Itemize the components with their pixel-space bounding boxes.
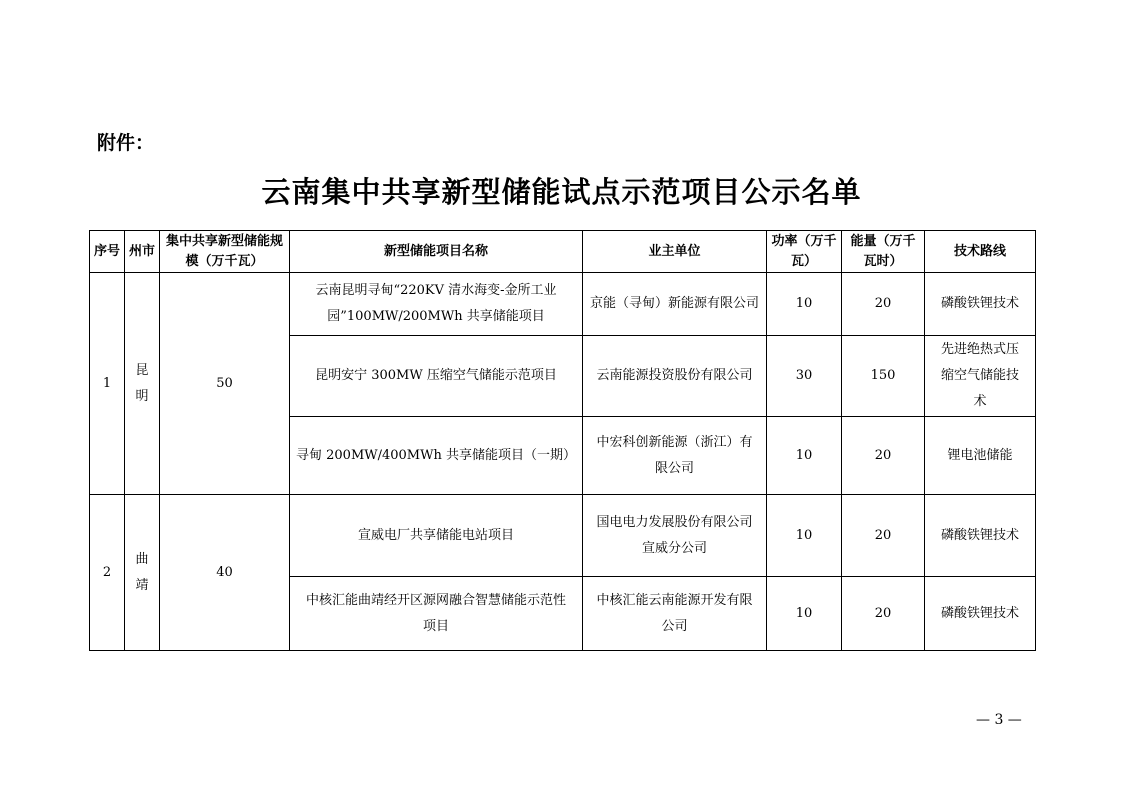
header-seq: 序号	[90, 231, 125, 273]
owner-cell: 中宏科创新能源（浙江）有限公司	[583, 417, 767, 495]
power-cell: 30	[767, 336, 842, 417]
seq-cell: 1	[90, 273, 125, 495]
energy-cell: 20	[842, 577, 925, 651]
power-cell: 10	[767, 417, 842, 495]
seq-cell: 2	[90, 495, 125, 651]
tech-cell: 磷酸铁锂技术	[925, 495, 1036, 577]
power-cell: 10	[767, 577, 842, 651]
energy-cell: 20	[842, 495, 925, 577]
project-table	[89, 230, 1036, 651]
attachment-label: 附件：	[97, 132, 155, 154]
tech-cell: 锂电池储能	[925, 417, 1036, 495]
project-cell: 中核汇能曲靖经开区源网融合智慧储能示范性项目	[290, 577, 583, 651]
table-row	[90, 273, 1036, 336]
city-cell: 曲靖	[125, 495, 160, 651]
energy-cell: 20	[842, 417, 925, 495]
power-cell: 10	[767, 273, 842, 336]
owner-cell: 京能（寻甸）新能源有限公司	[583, 273, 767, 336]
header-project: 新型储能项目名称	[290, 231, 583, 273]
owner-cell: 国电电力发展股份有限公司宣威分公司	[583, 495, 767, 577]
owner-cell: 中核汇能云南能源开发有限公司	[583, 577, 767, 651]
project-cell: 昆明安宁 300MW 压缩空气储能示范项目	[290, 336, 583, 417]
city-cell: 昆明	[125, 273, 160, 495]
energy-cell: 150	[842, 336, 925, 417]
project-cell: 云南昆明寻甸“220KV 清水海变-金所工业园”100MW/200MWh 共享储能项目	[290, 273, 583, 336]
tech-cell: 磷酸铁锂技术	[925, 273, 1036, 336]
tech-cell: 磷酸铁锂技术	[925, 577, 1036, 651]
document-title: 云南集中共享新型储能试点示范项目公示名单	[261, 175, 862, 209]
table-header-row	[90, 231, 1036, 273]
scale-cell: 50	[160, 273, 290, 495]
header-scale: 集中共享新型储能规模（万千瓦）	[160, 231, 290, 273]
project-cell: 宣威电厂共享储能电站项目	[290, 495, 583, 577]
table-row	[90, 495, 1036, 577]
power-cell: 10	[767, 495, 842, 577]
project-cell: 寻甸 200MW/400MWh 共享储能项目（一期）	[290, 417, 583, 495]
owner-cell: 云南能源投资股份有限公司	[583, 336, 767, 417]
header-tech: 技术路线	[925, 231, 1036, 273]
header-city: 州市	[125, 231, 160, 273]
header-owner: 业主单位	[583, 231, 767, 273]
tech-cell: 先进绝热式压缩空气储能技术	[925, 336, 1036, 417]
header-power: 功率（万千瓦）	[767, 231, 842, 273]
energy-cell: 20	[842, 273, 925, 336]
header-energy: 能量（万千瓦时）	[842, 231, 925, 273]
scale-cell: 40	[160, 495, 290, 651]
page-number: — 3 —	[976, 712, 1022, 728]
